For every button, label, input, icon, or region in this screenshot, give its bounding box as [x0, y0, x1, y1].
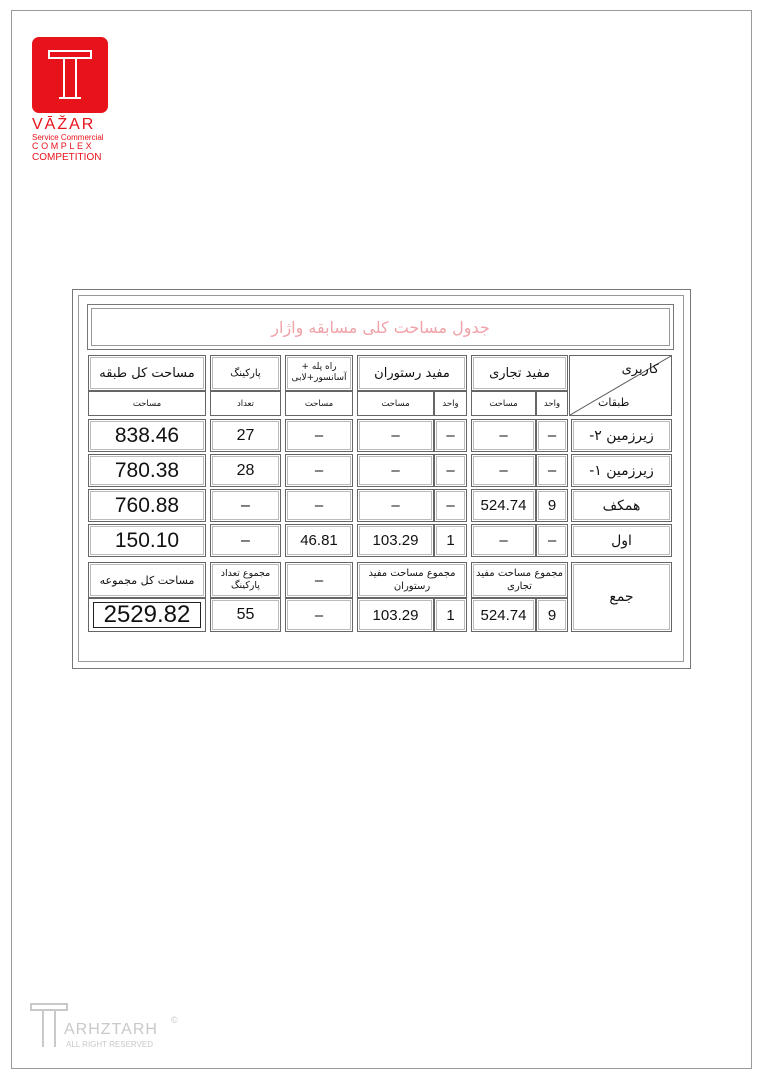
sum-restaurant-header: مجموع مساحت مفید رستوران: [357, 562, 467, 598]
logo-line-1: Service Commercial: [32, 133, 104, 142]
parking-count-cell: –: [210, 489, 281, 522]
floor-cell: زیرزمین ۱-: [571, 454, 672, 487]
restaurant-area-cell: 103.29: [357, 524, 434, 557]
copyright-icon: ©: [171, 1015, 178, 1025]
logo-t-stem: [63, 59, 77, 99]
floor-total-cell: 760.88: [88, 489, 206, 522]
restaurant-area-cell: –: [357, 419, 434, 452]
commercial-unit-cell: –: [536, 524, 568, 557]
logo-name: VĀŽAR: [32, 116, 96, 133]
header-usage: کاربری: [621, 362, 659, 377]
table-title-box: [87, 304, 674, 350]
parking-count-cell: 28: [210, 454, 281, 487]
parking-count-cell: 27: [210, 419, 281, 452]
footer-brand: ARHZTARH: [64, 1021, 158, 1038]
footer-logo: [30, 1003, 190, 1053]
commercial-area-cell: –: [471, 419, 536, 452]
commercial-unit-cell: –: [536, 454, 568, 487]
sum-stairs-header: –: [285, 562, 353, 598]
stairs-area-subheader: مساحت: [285, 391, 353, 416]
stairs-header: راه پله + آسانسور+لابی: [285, 355, 353, 391]
sum-restaurant-unit-cell: 1: [434, 598, 467, 632]
sum-parking-cell: 55: [210, 598, 281, 632]
sum-label-cell: جمع: [571, 562, 672, 632]
sum-commercial-area-cell: 524.74: [471, 598, 536, 632]
floor-cell: همکف: [571, 489, 672, 522]
parking-header: پارکینگ: [210, 355, 281, 391]
commercial-area-cell: –: [471, 524, 536, 557]
parking-count-subheader: تعداد: [210, 391, 281, 416]
floor-total-cell: 150.10: [88, 524, 206, 557]
restaurant-unit-cell: 1: [434, 524, 467, 557]
commercial-unit-subheader: واحد: [536, 391, 568, 416]
stairs-area-cell: 46.81: [285, 524, 353, 557]
restaurant-header: مفید رستوران: [357, 355, 467, 391]
commercial-area-cell: 524.74: [471, 489, 536, 522]
restaurant-area-subheader: مساحت: [357, 391, 434, 416]
floor-total-header: مساحت کل طبقه: [88, 355, 206, 391]
footer-t-mark: [30, 1003, 68, 1047]
corner-header-cell: [569, 355, 672, 416]
stairs-area-cell: –: [285, 454, 353, 487]
footer-rights: ALL RIGHT RESERVED: [66, 1040, 153, 1049]
commercial-area-subheader: مساحت: [471, 391, 536, 416]
restaurant-unit-cell: –: [434, 454, 467, 487]
logo-line-3: COMPETITION: [32, 152, 102, 163]
grand-total-cell: [88, 598, 206, 632]
sum-stairs-cell: –: [285, 598, 353, 632]
floor-total-area-subheader: مساحت: [88, 391, 206, 416]
floor-total-cell: 780.38: [88, 454, 206, 487]
sum-commercial-unit-cell: 9: [536, 598, 568, 632]
commercial-area-cell: –: [471, 454, 536, 487]
sum-total-header: مساحت کل مجموعه: [88, 562, 206, 598]
commercial-unit-cell: –: [536, 419, 568, 452]
floor-cell: اول: [571, 524, 672, 557]
restaurant-area-cell: –: [357, 489, 434, 522]
floor-total-cell: 838.46: [88, 419, 206, 452]
competition-logo: [32, 37, 108, 113]
logo-t-cap: [48, 50, 92, 59]
restaurant-unit-cell: –: [434, 419, 467, 452]
stairs-area-cell: –: [285, 419, 353, 452]
table-title: جدول مساحت کلی مسابقه واژار: [271, 317, 490, 337]
restaurant-area-cell: –: [357, 454, 434, 487]
sum-parking-header: مجموع تعداد پارکینگ: [210, 562, 281, 598]
restaurant-unit-cell: –: [434, 489, 467, 522]
commercial-unit-cell: 9: [536, 489, 568, 522]
floor-cell: زیرزمین ۲-: [571, 419, 672, 452]
sum-restaurant-area-cell: 103.29: [357, 598, 434, 632]
commercial-header: مفید تجاری: [471, 355, 568, 391]
parking-count-cell: –: [210, 524, 281, 557]
restaurant-unit-subheader: واحد: [434, 391, 467, 416]
stairs-area-cell: –: [285, 489, 353, 522]
sum-commercial-header: مجموع مساحت مفید تجاری: [471, 562, 568, 598]
logo-t-base: [59, 97, 81, 99]
header-floors: طبقات: [598, 396, 630, 409]
grand-total-value: 2529.82: [93, 602, 201, 628]
logo-line-2: COMPLEX: [32, 141, 95, 151]
